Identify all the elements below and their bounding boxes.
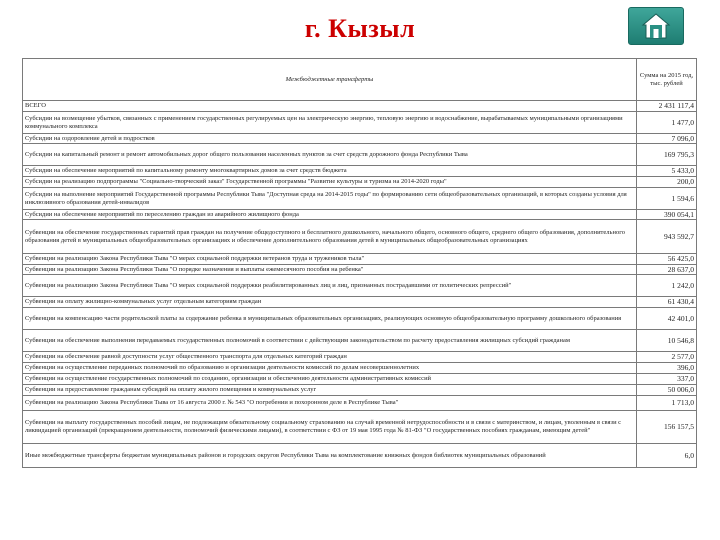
table-row [23, 363, 697, 374]
transfer-name: Субвенции на выплату государственных пособий лицам, не подлежащим обязательному социальному страхованию на случай временной нетрудоспособности и в связи с материнством, и лицам, уволенным в связи с ликвидацией организаций (прекращением деятельности, полномочий физическими лицами), в соответствии с ФЗ от 19 мая 1995 года № 81-ФЗ "О государственных пособиях гражданам, имеющим детей" [23, 411, 637, 444]
table-row [23, 308, 697, 330]
transfer-name: Субсидии на оздоровление детей и подростков [23, 134, 637, 144]
transfer-amount: 943 592,7 [637, 220, 697, 254]
transfer-name: Субсидии на выполнение мероприятий Государственной программы Республики Тыва "Доступная среда на 2014-2015 годы" по формированию сети общеобразовательных организаций, в которых созданы условия для инклюзивного образования детей-инвалидов [23, 188, 637, 210]
transfer-name: ВСЕГО [23, 101, 637, 112]
table-row [23, 220, 697, 254]
transfer-amount: 7 096,0 [637, 134, 697, 144]
header-amount: Сумма на 2015 год, тыс. рублей [637, 59, 697, 101]
table-row [23, 166, 697, 177]
transfer-amount: 10 546,8 [637, 330, 697, 352]
table-row [23, 275, 697, 297]
transfer-name: Субвенции на компенсацию части родительской платы за содержание ребенка в муниципальных образовательных организациях, реализующих основную общеобразовательную программу дошкольного образования [23, 308, 637, 330]
table-row [23, 385, 697, 396]
transfer-name: Субсидии на реализацию подпрограммы "Социально-творческий заказ" Государственной программы "Развитие культуры и туризма на 2014-2020 годы" [23, 177, 637, 188]
transfer-amount: 56 425,0 [637, 254, 697, 265]
transfer-amount: 337,0 [637, 374, 697, 385]
transfer-name: Субсидии на капитальный ремонт и ремонт автомобильных дорог общего пользования населенных пунктов за счет средств дорожного фонда Республики Тыва [23, 144, 637, 166]
table-row [23, 144, 697, 166]
transfer-amount: 169 795,3 [637, 144, 697, 166]
table-row [23, 188, 697, 210]
table-row [23, 444, 697, 468]
table-row [23, 134, 697, 144]
table-row [23, 330, 697, 352]
transfer-amount: 156 157,5 [637, 411, 697, 444]
transfer-name: Субсидии на обеспечение мероприятий по переселению граждан из аварийного жилищного фонда [23, 210, 637, 220]
transfer-name: Субвенции на оплату жилищно-коммунальных услуг отдельным категориям граждан [23, 297, 637, 308]
transfer-amount: 1 242,0 [637, 275, 697, 297]
table-row [23, 112, 697, 134]
transfer-name: Иные межбюджетные трансферты бюджетам муниципальных районов и городских округов Республики Тыва на комплектование книжных фондов библиотек муниципальных образований [23, 444, 637, 468]
transfer-name: Субвенции на предоставление гражданам субсидий на оплату жилого помещения и коммунальных услуг [23, 385, 637, 396]
transfers-table [22, 58, 697, 468]
transfer-amount: 61 430,4 [637, 297, 697, 308]
transfer-amount: 50 006,0 [637, 385, 697, 396]
table-row [23, 396, 697, 411]
transfer-name: Субвенции на реализацию Закона Республики Тыва "О порядке назначения и выплаты ежемесячного пособия на ребенка" [23, 265, 637, 275]
table-row [23, 177, 697, 188]
transfer-name: Субвенции на осуществление переданных полномочий по образованию и организации деятельности комиссий по делам несовершеннолетних [23, 363, 637, 374]
transfer-amount: 200,0 [637, 177, 697, 188]
home-icon [641, 12, 671, 40]
transfer-amount: 396,0 [637, 363, 697, 374]
transfer-name: Субвенции на реализацию Закона Республики Тыва "О мерах социальной поддержки реабилитированных лиц и лиц, признанных пострадавшими от политических репрессий" [23, 275, 637, 297]
table-row [23, 210, 697, 220]
table-header-row [23, 59, 697, 101]
table-row [23, 254, 697, 265]
table-row [23, 352, 697, 363]
transfer-amount: 2 577,0 [637, 352, 697, 363]
transfer-name: Субвенции на реализацию Закона Республики Тыва от 16 августа 2000 г. № 543 "О погребении и похоронном деле в Республике Тыва" [23, 396, 637, 411]
transfer-name: Субвенции на обеспечение равной доступности услуг общественного транспорта для отдельных категорий граждан [23, 352, 637, 363]
transfer-amount: 1 477,0 [637, 112, 697, 134]
transfer-name: Субвенции на обеспечение государственных гарантий прав граждан на получение общедоступного и бесплатного дошкольного, начального общего, основного общего, среднего общего образования, дополнительного образования детей в муниципальных общеобразовательных организациях и обеспечение дополнительного образования детей в муниципальных общеобразовательных организациях [23, 220, 637, 254]
table-row [23, 265, 697, 275]
transfer-name: Субвенции на осуществление государственных полномочий по созданию, организации и обеспечению деятельности административных комиссий [23, 374, 637, 385]
transfer-amount: 1 713,0 [637, 396, 697, 411]
table-row [23, 101, 697, 112]
transfer-amount: 390 054,1 [637, 210, 697, 220]
home-button[interactable] [628, 7, 684, 45]
transfer-amount: 5 433,0 [637, 166, 697, 177]
transfer-name: Субсидии на обеспечение мероприятий по капитальному ремонту многоквартирных домов за счет средств бюджета [23, 166, 637, 177]
transfer-amount: 6,0 [637, 444, 697, 468]
transfer-amount: 28 637,0 [637, 265, 697, 275]
transfer-amount: 1 594,6 [637, 188, 697, 210]
transfer-name: Субвенции на реализацию Закона Республики Тыва "О мерах социальной поддержки ветеранов труда и тружеников тыла" [23, 254, 637, 265]
table-row [23, 411, 697, 444]
transfer-name: Субвенции на обеспечение выполнения передаваемых государственных полномочий в соответствии с действующим законодательством по расчету предоставления жилищных субсидий гражданам [23, 330, 637, 352]
transfer-amount: 2 431 117,4 [637, 101, 697, 112]
header-name: Межбюджетные трансферты [23, 59, 637, 101]
transfer-amount: 42 401,0 [637, 308, 697, 330]
table-row [23, 374, 697, 385]
transfer-name: Субсидии на возмещение убытков, связанных с применением государственных регулируемых цен на электрическую энергию, тепловую энергию и водоснабжение, вырабатываемых муниципальными организациями коммунального комплекса [23, 112, 637, 134]
table-row [23, 297, 697, 308]
page-title: г. Кызыл [304, 14, 416, 43]
